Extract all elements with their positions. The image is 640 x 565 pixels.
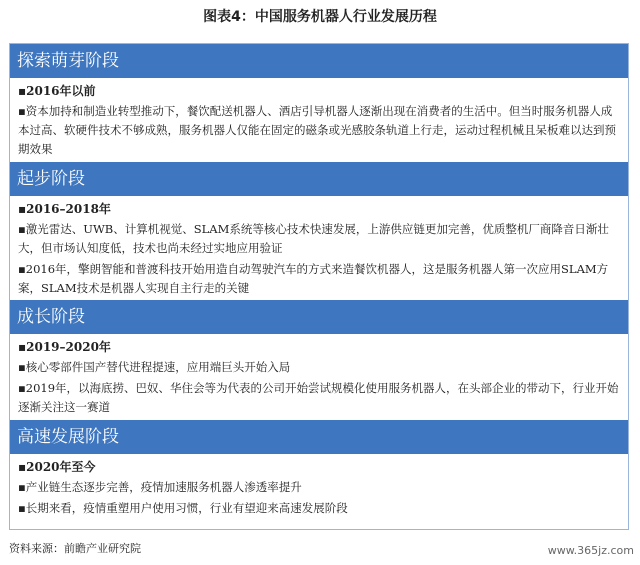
stage-item: ▪2019年，以海底捞、巴奴、华住会等为代表的公司开始尝试规模化使用服务机器人，在头部企业的带动下，行业开始逐渐关注这一赛道 <box>18 381 619 414</box>
source-note: 资料来源：前瞻产业研究院 <box>9 542 141 555</box>
stage-item: ▪激光雷达、UWB、计算机视觉、SLAM系统等核心技术快速发展，上游供应链更加完善，优质整机厂商降音日渐壮大，但市场认知度低，技术也尚未经过实地应用验证 <box>18 222 609 255</box>
stage-period: ▪2016年以前 <box>18 84 96 98</box>
stage-item: ▪产业链生态逐步完善，疫情加速服务机器人渗透率提升 <box>18 480 302 494</box>
stage-header: 起步阶段 <box>10 162 628 196</box>
stage-item: ▪核心零部件国产替代进程提速，应用端巨头开始入局 <box>18 360 291 374</box>
stage-period: ▪2020年至今 <box>18 460 96 474</box>
stage-item: ▪长期来看，疫情重塑用户使用习惯，行业有望迎来高速发展阶段 <box>18 501 348 515</box>
stage-startup <box>10 162 628 300</box>
stage-item: ▪2016年，擎朗智能和普渡科技开始用造自动驾驶汽车的方式来造餐饮机器人，这是服务机器人第一次应用SLAM方案，SLAM技术是机器人实现自主行走的关键 <box>18 262 609 295</box>
watermark: www.365jz.com <box>547 544 634 557</box>
stage-header: 成长阶段 <box>10 300 628 334</box>
stage-period: ▪2016–2018年 <box>18 202 111 216</box>
stage-rapid-development <box>10 420 628 520</box>
page-title: 图表4：中国服务机器人行业发展历程 <box>203 9 437 25</box>
stage-growth <box>10 300 628 419</box>
stage-header: 高速发展阶段 <box>10 420 628 454</box>
stage-exploration <box>10 44 628 161</box>
stage-item: ▪资本加持和制造业转型推动下，餐饮配送机器人、酒店引导机器人逐渐出现在消费者的生活中。但当时服务机器人成本过高、软硬件技术不够成熟，服务机器人仅能在固定的磁条或光感胶条轨道上行走，运动过程机械且呆板难以达到预期效果 <box>18 104 616 156</box>
stage-period: ▪2019–2020年 <box>18 340 111 354</box>
stage-header: 探索萌芽阶段 <box>10 44 628 78</box>
